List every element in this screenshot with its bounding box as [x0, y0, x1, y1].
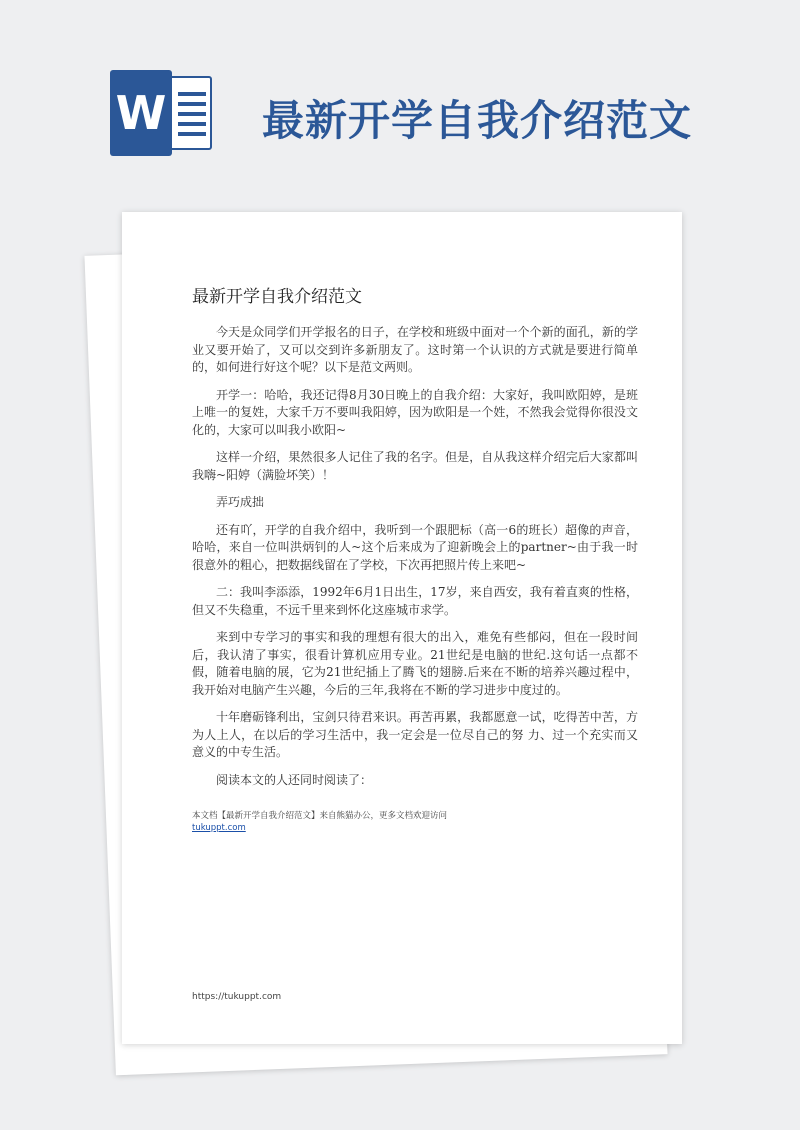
- word-document-icon: [110, 70, 215, 155]
- credit-text: 本文档【最新开学自我介绍范文】来自熊猫办公，更多文档欢迎访问: [192, 811, 448, 821]
- paragraph: 这样一介绍，果然很多人记住了我的名字。但是，自从我这样介绍完后大家都叫我嗨~阳婷（满脸坏笑）！: [192, 450, 638, 482]
- paragraph: 弄巧成拙: [216, 495, 265, 509]
- paragraph: 十年磨砺锋利出，宝剑只待君来识。再苦再累，我都愿意一试，吃得苦中苦，方为人上人，在以后的学习生活中，我一定会是一位尽自己的努 力、过一个充实而又意义的中专生活。: [192, 710, 638, 759]
- document-title: 最新开学自我介绍范文: [192, 287, 362, 307]
- paragraph: 开学一：哈哈，我还记得8月30日晚上的自我介绍：大家好，我叫欧阳婷，是班上唯一的复姓，大家千万不要叫我阳婷，因为欧阳是一个姓，不然我会觉得你很没文化的，大家可以叫我小欧阳~: [192, 387, 638, 437]
- document-body: [192, 324, 638, 799]
- word-logo-letter: W: [110, 70, 172, 156]
- source-credit: [192, 810, 638, 834]
- paragraph: 还有吖，开学的自我介绍中，我听到一个跟肥标（高一6的班长）超像的声音，哈哈，来自一位叫洪炳钊的人~这个后来成为了迎新晚会上的partner~由于我一时很意外的粗心，把数据线留在了学校，下次再把照片传上来吧~: [192, 522, 638, 572]
- banner-title: 最新开学自我介绍范文: [262, 96, 693, 145]
- paragraph: 今天是众同学们开学报名的日子，在学校和班级中面对一个个新的面孔，新的学业又要开始了，又可以交到许多新朋友了。这时第一个认识的方式就是要进行简单的，如何进行好这个呢？以下是范文两则。: [192, 325, 638, 374]
- banner: [0, 0, 800, 200]
- footer-url[interactable]: https://tukuppt.com: [192, 992, 282, 1002]
- paragraph: 阅读本文的人还同时阅读了：: [216, 772, 373, 787]
- document-page: [122, 212, 682, 1044]
- paragraph: 二：我叫李添添，1992年6月1日出生，17岁，来自西安，我有着直爽的性格，但又不失稳重，不远千里来到怀化这座城市求学。: [192, 585, 638, 617]
- credit-link[interactable]: tukuppt.com: [192, 823, 246, 833]
- paragraph: 来到中专学习的事实和我的理想有很大的出入，难免有些郁闷，但在一段时间后，我认清了事实，很看计算机应用专业。21世纪是电脑的世纪.这句话一点都不假，随着电脑的展，它为21世纪插上了腾飞的翅膀.后来在不断的培养兴趣过程中，我开始对电脑产生兴趣，今后的三年,我将在不断的学习进步中度过的。: [192, 630, 638, 697]
